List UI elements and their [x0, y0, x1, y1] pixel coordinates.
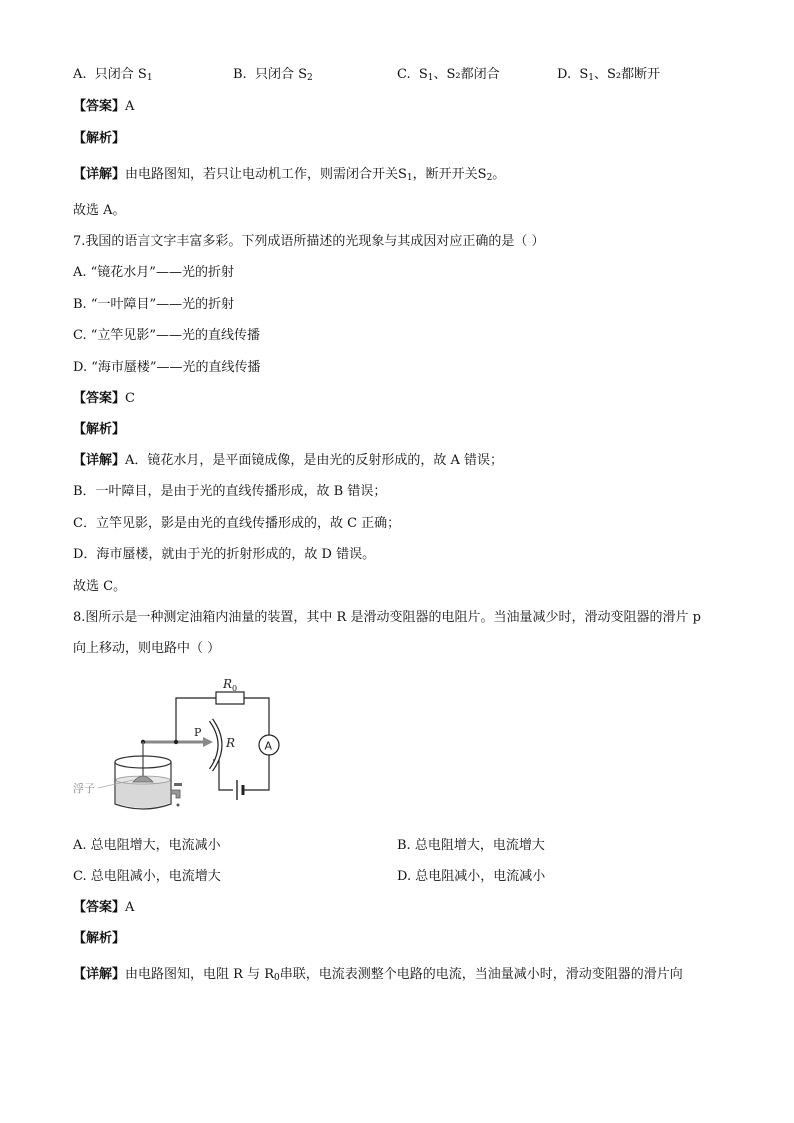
q8-detail: 【详解】由电路图知，电阻 R 与 $R_0$串联，电流表测整个电路的电流，当油量减小时，滑动变阻器的滑片向 — [73, 967, 683, 983]
q8-stem-line2: 向上移动，则电路中（ ） — [73, 641, 221, 656]
slider-pointer-icon — [203, 737, 213, 747]
float-label: 浮子 — [73, 782, 95, 795]
q6-option-d: D. $S_1$、S₂都断开 — [557, 67, 661, 83]
tap-handle — [174, 783, 182, 786]
q7-detail-a: 【详解】A．镜花水月，是平面镜成像，是由光的反射形成的，故 A 错误； — [73, 453, 504, 468]
q6-option-b: B. 只闭合 $S_2$ — [233, 67, 313, 83]
q7-answer: 【答案】C — [73, 391, 135, 406]
oil-gauge-circuit-figure — [73, 672, 303, 822]
p-label: P — [194, 726, 202, 739]
q7-stem: 7.我国的语言文字丰富多彩。下列成语所描述的光现象与其成因对应正确的是（ ） — [73, 234, 545, 249]
q7-option-c: C. “立竿见影”——光的直线传播 — [73, 328, 261, 343]
q7-option-d: D. “海市蜃楼”——光的直线传播 — [73, 360, 261, 375]
ammeter-label: A — [264, 739, 273, 753]
q6-answer: 【答案】A — [73, 99, 135, 114]
q7-option-b: B. “一叶障目”——光的折射 — [73, 297, 235, 312]
q8-answer: 【答案】A — [73, 900, 135, 915]
q8-analysis: 【解析】 — [73, 931, 126, 946]
q6-detail: 【详解】由电路图知，若只让电动机工作，则需闭合开关$S_1$，断开开关$S_2$。 — [73, 167, 506, 183]
q8-option-c: C. 总电阻减小，电流增大 — [73, 869, 221, 884]
q7-detail-b: B．一叶障目，是由于光的直线传播形成，故 B 错误； — [73, 484, 387, 499]
q8-option-d: D. 总电阻减小，电流减小 — [397, 869, 546, 884]
q6-option-c: C. $S_1$、S₂都闭合 — [397, 67, 500, 83]
q8-option-b: B. 总电阻增大，电流增大 — [397, 838, 545, 853]
q7-detail-d: D．海市蜃楼，就由于光的折射形成的，故 D 错误。 — [73, 547, 376, 562]
r0-label: $R_0$ — [223, 677, 238, 693]
q7-analysis: 【解析】 — [73, 422, 126, 437]
q6-analysis: 【解析】 — [73, 131, 126, 146]
junction-dot — [174, 740, 178, 744]
q6-option-a: A. 只闭合 $S_1$ — [73, 67, 153, 83]
q7-conclusion: 故选 C。 — [73, 579, 127, 594]
q8-option-a: A. 总电阻增大，电流减小 — [73, 838, 221, 853]
r-label: R — [226, 736, 236, 750]
q7-option-a: A. “镜花水月”——光的折射 — [73, 265, 234, 280]
drip-icon — [177, 804, 180, 807]
r0-resistor — [216, 692, 244, 704]
q6-conclusion: 故选 A。 — [73, 203, 126, 218]
q8-stem-line1: 8.图所示是一种测定油箱内油量的装置，其中 R 是滑动变阻器的电阻片。当油量减少时，滑动变阻器的滑片 p — [73, 610, 701, 625]
q7-detail-c: C．立竿见影，影是由光的直线传播形成的，故 C 正确； — [73, 516, 401, 531]
tap-icon — [171, 790, 180, 798]
